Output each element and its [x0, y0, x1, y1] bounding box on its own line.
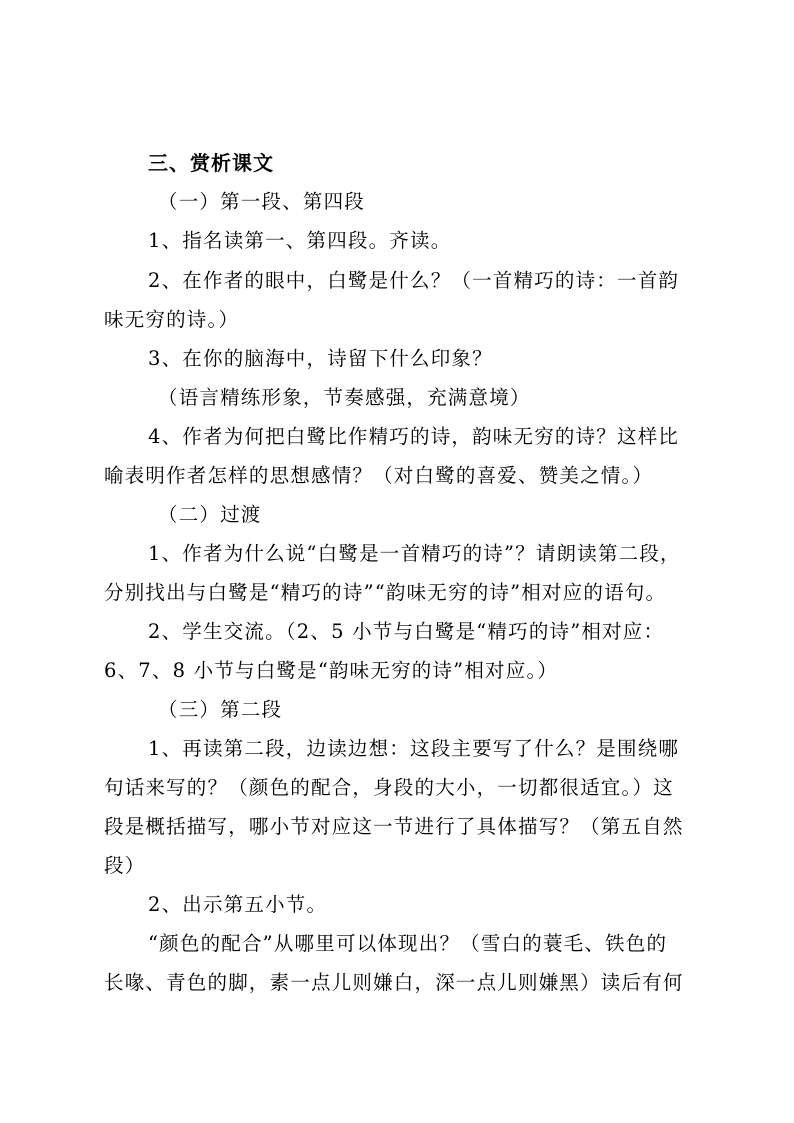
section-heading: 三、赏析课文 [148, 151, 274, 175]
paragraph-line: 6、7、8 小节与白鹭是“韵味无穷的诗”相对应。） [104, 659, 559, 682]
paragraph-line: 长喙、青色的脚，素一点儿则嫌白，深一点儿则嫌黑）读后有何 [104, 971, 684, 994]
paragraph-line: 段） [104, 854, 146, 877]
paragraph-line: 分别找出与白鹭是“精巧的诗”“韵味无穷的诗”相对应的语句。 [104, 581, 667, 604]
paragraph-line: 2、出示第五小节。 [148, 893, 328, 916]
paragraph-line: 2、在作者的眼中，白鹭是什么？（一首精巧的诗：一首韵 [148, 269, 680, 292]
paragraph-line: 2、学生交流。（2、5 小节与白鹭是“精巧的诗”相对应： [148, 620, 665, 643]
paragraph-line: 句话来写的？（颜色的配合，身段的大小，一切都很适宜。）这 [104, 776, 674, 799]
paragraph-line: 味无穷的诗。） [104, 308, 240, 331]
subsection-title-2: （二）过渡 [158, 503, 262, 526]
paragraph-line: 喻表明作者怎样的思想感情？（对白鹭的喜爱、赞美之情。） [104, 464, 654, 487]
paragraph-line: 1、再读第二段，边读边想：这段主要写了什么？是围绕哪 [148, 737, 680, 760]
paragraph-line: “颜色的配合”从哪里可以体现出？（雪白的蓑毛、铁色的 [148, 932, 668, 955]
paragraph-line: （语言精练形象，节奏感强，充满意境） [158, 386, 531, 409]
paragraph-line: 段是概括描写，哪小节对应这一节进行了具体描写？（第五自然 [104, 815, 684, 838]
paragraph-line: 1、作者为什么说“白鹭是一首精巧的诗”？请朗读第二段， [148, 542, 681, 565]
subsection-title-3: （三）第二段 [158, 698, 283, 721]
paragraph-line: 4、作者为何把白鹭比作精巧的诗，韵味无穷的诗？这样比 [148, 425, 680, 448]
paragraph-line: 1、指名读第一、第四段。齐读。 [148, 229, 452, 252]
subsection-title-1: （一）第一段、第四段 [158, 190, 366, 213]
paragraph-line: 3、在你的脑海中，诗留下什么印象？ [148, 347, 493, 370]
